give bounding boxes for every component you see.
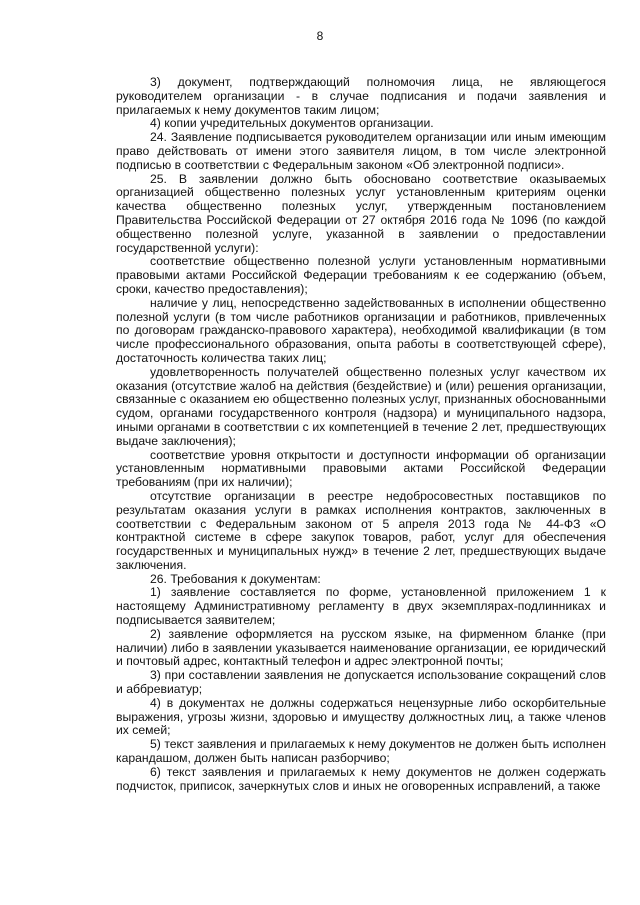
requirement-5: 5) текст заявления и прилагаемых к нему документов не должен быть исполнен карандашом, должен быть написан разборчиво; xyxy=(116,737,606,766)
requirement-3: 3) при составлении заявления не допускается использование сокращений слов и аббревиатур; xyxy=(116,668,606,697)
requirement-1: 1) заявление составляется по форме, установленной приложением 1 к настоящему Административному регламенту в двух экземплярах-подлинниках и подписывается заявителем; xyxy=(116,585,606,628)
paragraph-24: 24. Заявление подписывается руководителем организации или иным имеющим право действовать от имени этого заявителя лицом, в том числе электронной подписью в соответствии с Федеральным законом «Об электронной подписи». xyxy=(116,130,606,172)
criterion-content: соответствие общественно полезной услуги установленным нормативными правовыми актами Российской Федерации требованиям к ее содержанию (объем, сроки, качество предоставления); xyxy=(116,254,606,296)
document-body xyxy=(116,76,606,793)
paragraph-item-4: 4) копии учредительных документов организации. xyxy=(150,116,434,131)
criterion-satisfaction: удовлетворенность получателей общественно полезных услуг качеством их оказания (отсутствие жалоб на действия (бездействие) и (или) решения организации, связанные с оказанием ею общественно полезных услуг, признанных обоснованными судом, органами государственного контроля (надзора) и муниципального надзора, иными органами в соответствии с их компетенцией в течение 2 лет, предшествующих выдаче заключения); xyxy=(116,364,606,448)
criterion-openness: соответствие уровня открытости и доступности информации об организации установленным нормативными правовыми актами Российской Федерации требованиям (при их наличии); xyxy=(116,447,606,490)
paragraph-25: 25. В заявлении должно быть обосновано соответствие оказываемых организацией общественно полезных услуг установленным критериям оценки качества общественно полезных услуг, утвержденным постановлением Правительства Российской Федерации от 27 октября 2016 года № 1096 (по каждой общественно полезной услуге, указанной в заявлении о предоставлении государственной услуги): xyxy=(116,171,606,255)
page-number: 8 xyxy=(316,29,324,43)
requirement-6: 6) текст заявления и прилагаемых к нему документов не должен содержать подчисток, приписок, зачеркнутых слов и иных не оговоренных исправлений, а также xyxy=(116,764,606,793)
requirement-2: 2) заявление оформляется на русском языке, на фирменном бланке (при наличии) либо в заявлении указывается наименование организации, ее юридический и почтовый адрес, контактный телефон и адрес электронной почты; xyxy=(116,626,606,669)
criterion-qualification: наличие у лиц, непосредственно задействованных в исполнении общественно полезной услуги (в том числе работников организации и работников, привлеченных по договорам гражданско-правового характера), необходимой квалификации (в том числе профессионального образования, опыта работы в соответствующей сфере), достаточность количества таких лиц; xyxy=(116,295,606,365)
paragraph-item-3: 3) документ, подтверждающий полномочия лица, не являющегося руководителем организации - в случае подписания и подачи заявления и прилагаемых к нему документов таким лицом; xyxy=(116,75,606,117)
paragraph-26: 26. Требования к документам: xyxy=(150,571,321,586)
requirement-4: 4) в документах не должны содержаться нецензурные либо оскорбительные выражения, угрозы жизни, здоровью и имуществу должностных лиц, а также членов их семей; xyxy=(116,695,606,738)
criterion-registry: отсутствие организации в реестре недобросовестных поставщиков по результатам оказания услуги в рамках исполнения контрактов, заключенных в соответствии с Федеральным законом от 5 апреля 2013 года № 44-ФЗ «О контрактной системе в сфере закупок товаров, работ, услуг для обеспечения государственных и муниципальных нужд» в течение 2 лет, предшествующих выдаче заключения. xyxy=(116,488,606,572)
